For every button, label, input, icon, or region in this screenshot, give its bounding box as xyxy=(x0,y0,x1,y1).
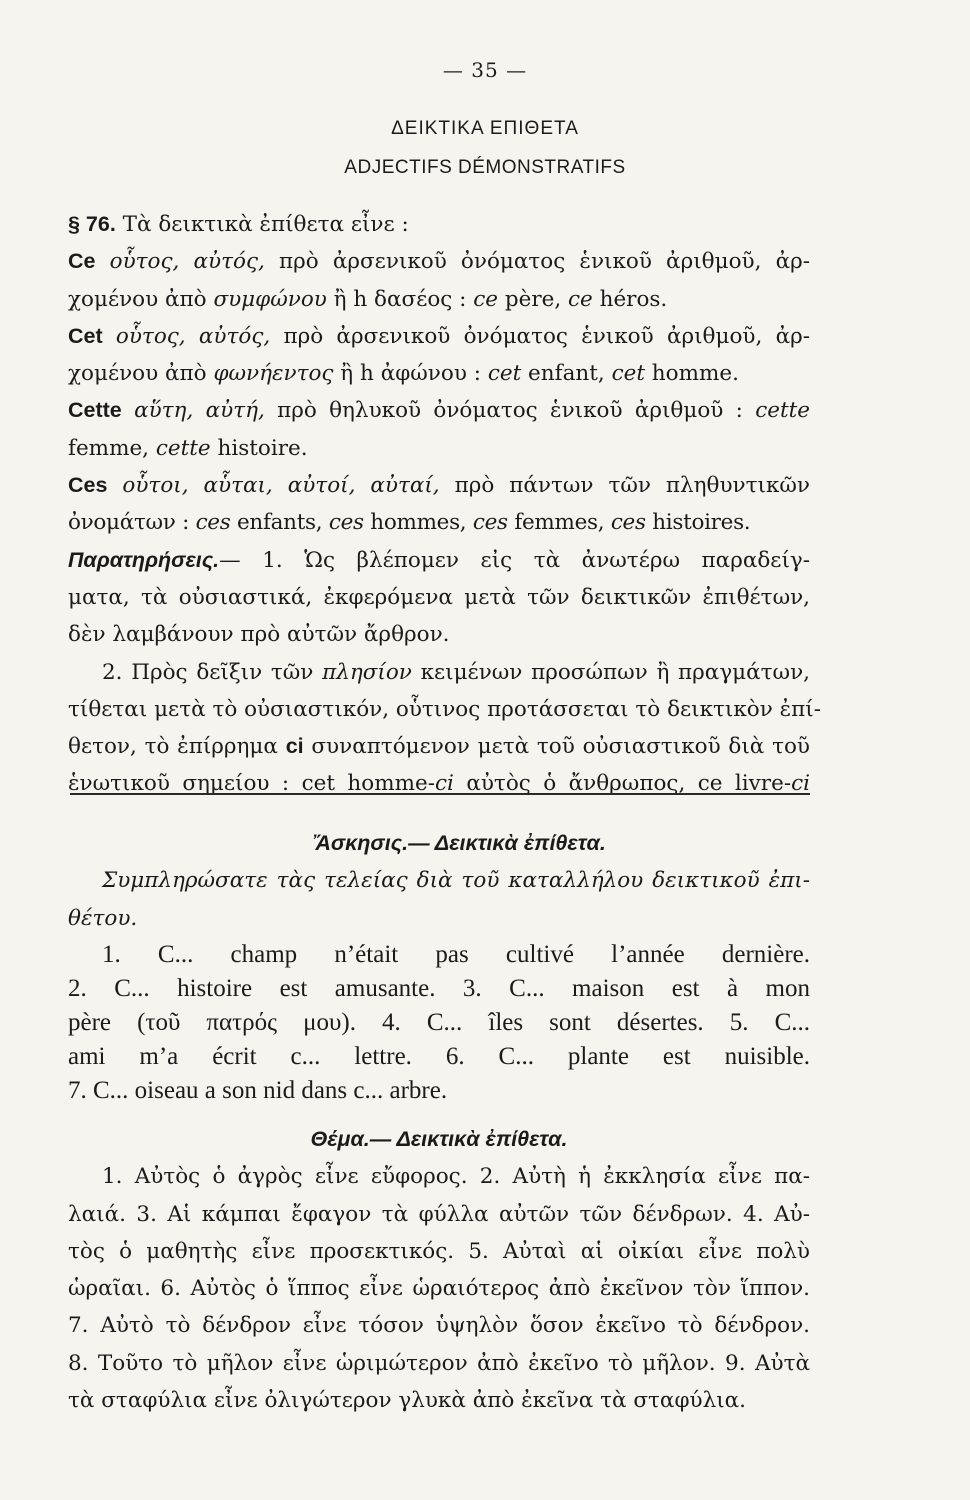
exercise-line-2: 2. C... histoire est amusante. 3. C... maison est à mon xyxy=(68,975,810,1002)
exercise-line-3: père (τοῦ πατρός μου). 4. C... îles sont désertes. 5. C... xyxy=(68,1009,810,1036)
section-marker: § 76. xyxy=(68,212,116,236)
term-ces: Ces xyxy=(68,473,108,498)
exercise-line-1: 1. C... champ n’était pas cultivé l’année dernière. xyxy=(102,941,810,968)
remarks-title: Παρατηρήσεις. xyxy=(68,547,220,572)
exercise-instruction-2: θέτου. xyxy=(68,905,138,931)
section-76 xyxy=(68,206,821,803)
remarks-line-2: ματα, τὰ οὐσιαστικά, ἐκφερόμενα μετὰ τῶν δεικτικῶν ἐπιθέτων, xyxy=(68,584,810,610)
exercise xyxy=(68,825,810,937)
ce-line-2: χομένου ἀπὸ συμφώνου ἢ h δασέος : ce père, ce héros. xyxy=(68,286,668,312)
remarks-line-7: ἑνωτικοῦ σημείου : cet homme-ci αὐτὸς ὁ ἄνθρωπος, ce livre-ci xyxy=(68,771,810,797)
section-intro: § 76. Τὰ δεικτικὰ ἐπίθετα εἶνε : xyxy=(68,212,409,237)
theme-line-4: ὡραῖαι. 6. Αὐτὸς ὁ ἵππος εἶνε ὡραιότερος ἀπὸ ἐκεῖνον τὸν ἵππον. xyxy=(68,1276,810,1302)
theme-title: Θέμα.— Δεικτικὰ ἐπίθετα. xyxy=(310,1127,568,1151)
term-cet: Cet xyxy=(68,323,103,348)
divider-rule xyxy=(70,793,810,795)
term-ce: Ce xyxy=(68,249,96,274)
remarks-line-5: τίθεται μετὰ τὸ οὐσιαστικόν, οὗτινος προτάσσεται τὸ δεικτικὸν ἐπί- xyxy=(68,696,821,722)
theme xyxy=(68,1121,810,1419)
cet-line-2: χομένου ἀπὸ φωνήεντος ἢ h ἀφώνου : cet enfant, cet homme. xyxy=(68,361,739,387)
exercise-line-5: 7. C... oiseau a son nid dans c... arbre. xyxy=(68,1077,448,1104)
page-number: — 35 — xyxy=(442,58,528,82)
cette-line-1: Cette αὕτη, αὐτή, πρὸ θηλυκοῦ ὀνόματος ἑνικοῦ ἀριθμοῦ : cette xyxy=(68,398,810,424)
theme-line-3: τὸς ὁ μαθητὴς εἶνε προσεκτικός. 5. Αὐταὶ αἱ οἰκίαι εἶνε πολὺ xyxy=(68,1238,810,1264)
heading-greek: ΔΕΙΚΤΙΚΑ ΕΠΙΘΕΤΑ xyxy=(391,118,579,139)
ce-line-1: Ce οὗτος, αὐτός, πρὸ ἀρσενικοῦ ὀνόματος ἑνικοῦ ἀριθμοῦ, ἀρ- xyxy=(68,249,810,275)
ces-line-1: Ces οὗτοι, αὗται, αὐτοί, αὐταί, πρὸ πάντων τῶν πληθυντικῶν xyxy=(68,473,810,499)
theme-line-1: 1. Αὐτὸς ὁ ἀγρὸς εἶνε εὔφορος. 2. Αὐτὴ ἡ ἐκκλησία εἶνε πα- xyxy=(102,1164,810,1190)
remarks-line-3: δὲν λαμβάνουν πρὸ αὐτῶν ἄρθρον. xyxy=(68,622,450,648)
term-cette: Cette xyxy=(68,398,122,423)
ces-line-2: ὀνομάτων : ces enfants, ces hommes, ces femmes, ces histoires. xyxy=(68,510,751,536)
theme-line-5: 7. Αὐτὸ τὸ δένδρον εἶνε τόσον ὑψηλὸν ὅσον ἐκεῖνο τὸ δένδρον. xyxy=(68,1313,810,1339)
remarks-line-4: 2. Πρὸς δεῖξιν τῶν πλησίον κειμένων προσώπων ἢ πραγμάτων, xyxy=(102,659,810,685)
exercise-line-4: ami m’a écrit c... lettre. 6. C... plante est nuisible. xyxy=(68,1043,810,1070)
remarks-line-1: Παρατηρήσεις.— 1. Ὡς βλέπομεν εἰς τὰ ἀνωτέρω παραδείγ- xyxy=(68,547,810,573)
cet-line-1: Cet οὗτος, αὐτός, πρὸ ἀρσενικοῦ ὀνόματος ἑνικοῦ ἀριθμοῦ, ἀρ- xyxy=(68,323,810,349)
theme-line-7: τὰ σταφύλια εἶνε ὀλιγώτερον γλυκὰ ἀπὸ ἐκεῖνα τὰ σταφύλια. xyxy=(68,1388,746,1414)
heading-french: ADJECTIFS DÉMONSTRATIFS xyxy=(344,157,626,178)
exercise-instruction-1: Συμπληρώσατε τὰς τελείας διὰ τοῦ καταλλήλου δεικτικοῦ ἐπι- xyxy=(102,868,810,894)
theme-line-6: 8. Τοῦτο τὸ μῆλον εἶνε ὡριμώτερον ἀπὸ ἐκεῖνο τὸ μῆλον. 9. Αὐτὰ xyxy=(68,1350,810,1376)
theme-line-2: λαιά. 3. Αἱ κάμπαι ἔφαγον τὰ φύλλα αὐτῶν τῶν δένδρων. 4. Αὐ- xyxy=(68,1201,810,1227)
exercise-title: Ἄσκησις.— Δεικτικὰ ἐπίθετα. xyxy=(312,831,606,855)
cette-line-2: femme, cette histoire. xyxy=(68,435,308,461)
exercise-sentences xyxy=(68,938,810,1108)
remarks-line-6: θετον, τὸ ἐπίρρημα ci συναπτόμενον μετὰ τοῦ οὐσιαστικοῦ διὰ τοῦ xyxy=(68,734,810,760)
